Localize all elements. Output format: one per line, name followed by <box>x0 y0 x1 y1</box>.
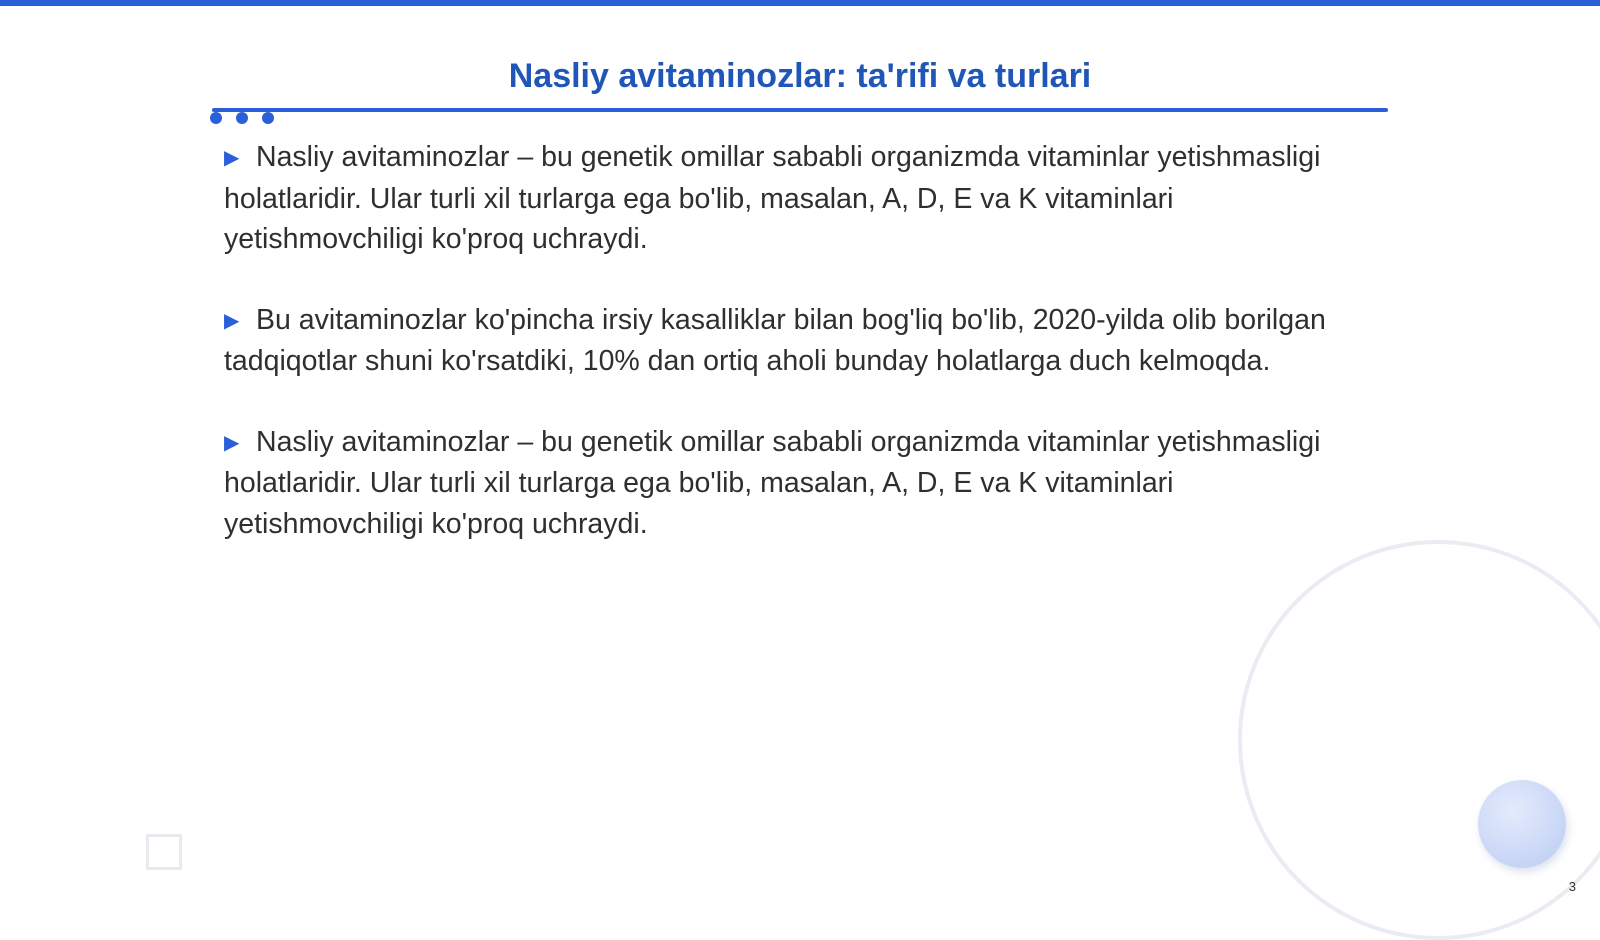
bullet-text: Bu avitaminozlar ko'pincha irsiy kasalliklar bilan bog'liq bo'lib, 2020-yilda olib borilgan tadqiqotlar shuni ko'rsatdiki, 10% dan ortiq aholi bunday holatlarga duch kelmoqda. <box>224 303 1326 377</box>
bullet-item <box>224 137 1344 260</box>
decorative-dot <box>262 112 274 124</box>
decorative-dot <box>210 112 222 124</box>
decorative-dot <box>236 112 248 124</box>
decorative-sphere <box>1478 780 1566 868</box>
page-number: 3 <box>1568 879 1576 894</box>
slide-title: Nasliy avitaminozlar: ta'rifi va turlari <box>508 57 1092 95</box>
bullet-item <box>224 422 1344 545</box>
top-accent-bar <box>0 0 1600 6</box>
triangle-bullet-icon: ▶ <box>224 147 240 169</box>
bullet-text: Nasliy avitaminozlar – bu genetik omillar sababli organizmda vitaminlar yetishmasligi holatlaridir. Ular turli xil turlarga ega bo'lib, masalan, A, D, E va K vitaminlari yetishmovchiligi ko'proq uchraydi. <box>224 141 1321 255</box>
triangle-bullet-icon: ▶ <box>224 309 240 332</box>
bullet-item <box>224 300 1344 382</box>
title-underline <box>212 108 1388 112</box>
triangle-bullet-icon: ▶ <box>224 431 240 454</box>
bullet-text: Nasliy avitaminozlar – bu genetik omillar sababli organizmda vitaminlar yetishmasligi holatlaridir. Ular turli xil turlarga ega bo'lib, masalan, A, D, E va K vitaminlari yetishmovchiligi ko'proq uchraydi. <box>224 425 1321 540</box>
decorative-square <box>146 834 182 870</box>
bullet-list <box>224 137 1344 584</box>
decorative-ring <box>1238 540 1600 940</box>
